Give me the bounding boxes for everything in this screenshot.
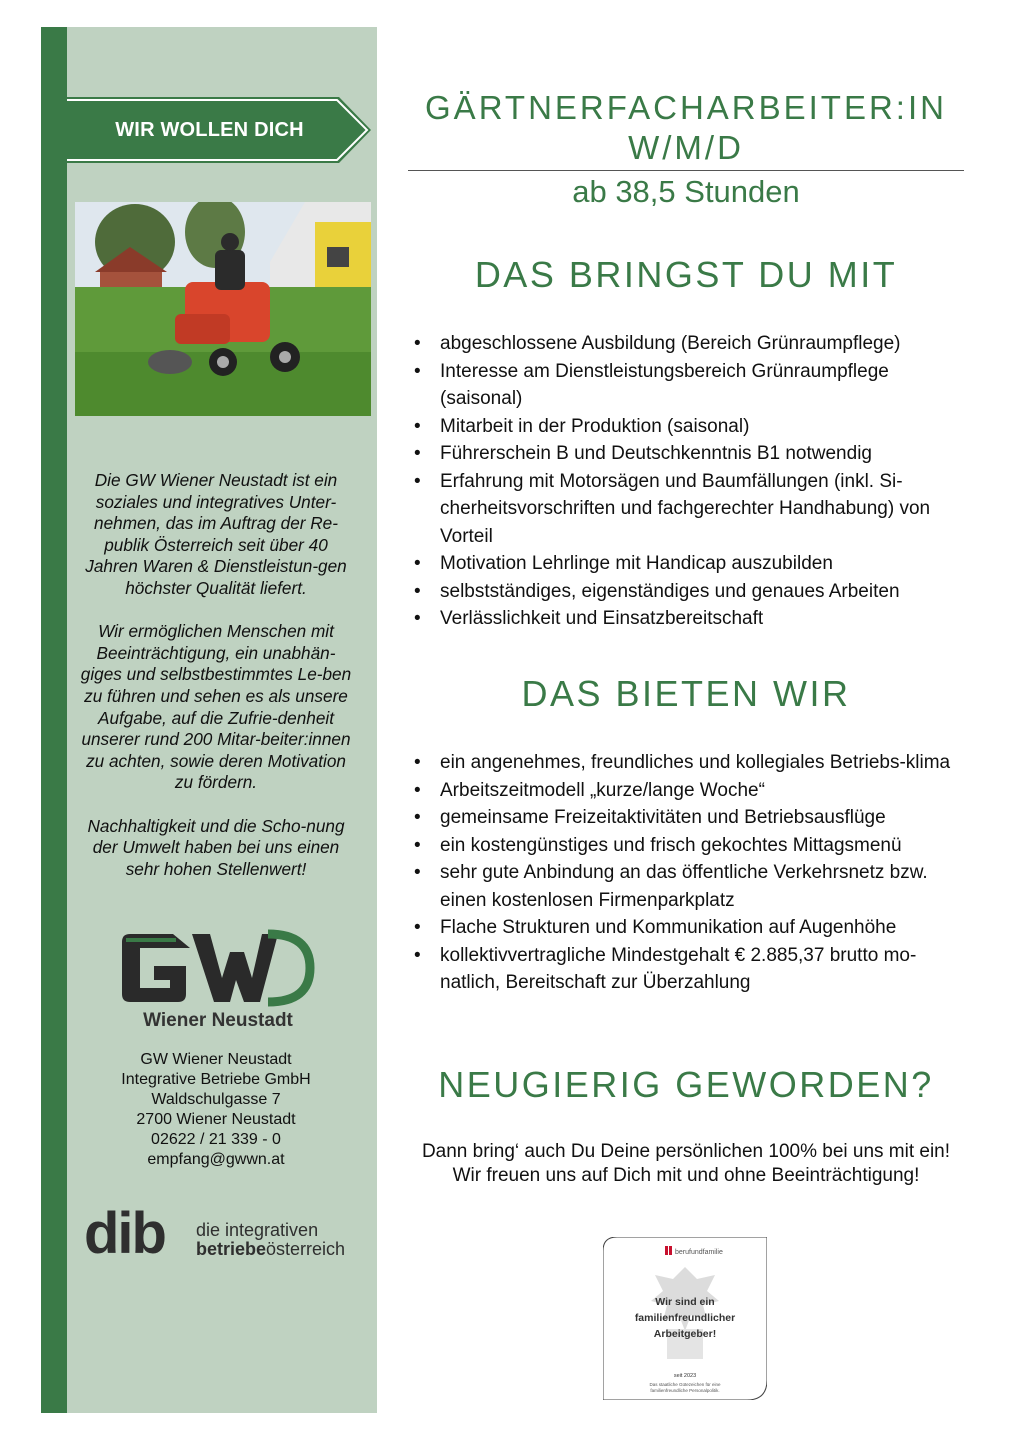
requirements-list	[408, 330, 960, 633]
section-heading-requirements: DAS BRINGST DU MIT	[474, 254, 898, 295]
job-hours: ab 38,5 Stunden	[572, 174, 800, 209]
contact-block	[90, 1050, 342, 1170]
dib-tagline-bold: betriebe	[196, 1239, 267, 1259]
list-item: • Verlässlichkeit und Einsatzbereitschaft	[408, 605, 960, 633]
list-item: • Mitarbeit in der Produktion (saisonal)	[408, 413, 960, 441]
lawn-mower-photo	[75, 202, 371, 416]
gw-logo-caption: Wiener Neustadt	[143, 1010, 293, 1031]
family-friendly-seal	[603, 1237, 767, 1400]
contact-phone[interactable]: 02622 / 21 339 - 0	[151, 1131, 281, 1148]
contact-company: GW Wiener Neustadt	[140, 1051, 292, 1068]
section-heading-benefits: DAS BIETEN WIR	[521, 673, 851, 714]
dib-logo	[84, 1201, 364, 1266]
list-item: • Führerschein B und Deutschkenntnis B1 notwendig	[408, 440, 960, 468]
list-item: • Interesse am Dienstleistungsbereich Grünraumpflege (saisonal)	[408, 358, 960, 413]
call-to-action	[408, 1140, 964, 1188]
section-heading-contact: NEUGIERIG GEWORDEN?	[438, 1064, 934, 1105]
list-item: • selbstständiges, eigenständiges und genaues Arbeiten	[408, 578, 960, 606]
list-item: • Flache Strukturen und Kommunikation auf Augenhöhe	[408, 914, 960, 942]
contact-street: Waldschulgasse 7	[151, 1091, 281, 1108]
list-item: • ein kostengünstiges und frisch gekochtes Mittagsmenü	[408, 832, 960, 860]
dib-tagline-rest: österreich	[266, 1239, 346, 1259]
title-divider	[408, 170, 964, 171]
about-paragraph: Nachhaltigkeit und die Scho-nung der Umwelt haben bei uns einen sehr hohen Stellenwert!	[87, 815, 345, 879]
sidebar-stripe	[41, 27, 67, 1413]
cta-line1: Dann bring‘ auch Du Deine persönlichen 100% bei uns mit ein!	[421, 1141, 951, 1162]
about-paragraph: Die GW Wiener Neustadt ist ein soziales und integratives Unter-nehmen, das im Auftrag der Re-publik Österreich seit über 40 Jahren Waren & Dienstleistun-gen höchster Qualität liefert.	[85, 470, 347, 598]
contact-email[interactable]: empfang@gwwn.at	[147, 1151, 285, 1168]
about-paragraph: Wir ermöglichen Menschen mit Beeinträchtigung, ein unabhän-giges und selbstbestimmtes Le-ben zu führen und sehen es als unsere Aufgabe, auf die Zufrie-denheit unserer rund 200 Mitar-beiter:innen zu achten, sowie deren Motivation zu fördern.	[80, 621, 352, 793]
list-item: • sehr gute Anbindung an das öffentliche Verkehrsnetz bzw. einen kostenlosen Firmenparkplatz	[408, 859, 960, 914]
list-item: • Arbeitszeitmodell „kurze/lange Woche“	[408, 777, 960, 805]
seal-text-line3: Arbeitgeber!	[653, 1328, 717, 1340]
list-item: • ein angenehmes, freundliches und kollegiales Betriebs-klima	[408, 749, 960, 777]
job-title-line2: W/M/D	[628, 129, 744, 166]
cta-line2: Wir freuen uns auf Dich mit und ohne Beeinträchtigung!	[452, 1165, 920, 1186]
banner	[67, 97, 371, 163]
contact-city: 2700 Wiener Neustadt	[136, 1111, 296, 1128]
list-item: • Erfahrung mit Motorsägen und Baumfällungen (inkl. Si-cherheitsvorschriften und fachgerechter Handhabung) von Vorteil	[408, 468, 960, 551]
seal-since: seit 2023	[673, 1373, 697, 1379]
dib-tagline-line1: die integrativen	[196, 1220, 319, 1240]
contact-legal-name: Integrative Betriebe GmbH	[121, 1071, 311, 1088]
job-title	[408, 88, 964, 168]
seal-note-line1: Das staatliche Gütezeichen für eine	[649, 1382, 721, 1387]
list-item: • abgeschlossene Ausbildung (Bereich Grünraumpflege)	[408, 330, 960, 358]
job-title-line1: GÄRTNERFACHARBEITER:IN	[425, 89, 947, 126]
benefits-list	[408, 749, 960, 997]
seal-text-line1: Wir sind ein	[655, 1296, 715, 1308]
seal-brand: berufundfamilie	[675, 1249, 723, 1256]
list-item: • kollektivvertragliche Mindestgehalt € 2.885,37 brutto mo-natlich, Bereitschaft zur Überzahlung	[408, 942, 960, 997]
banner-title: WIR WOLLEN DICH	[115, 119, 304, 141]
seal-note-line2: familienfreundliche Personalpolitik.	[650, 1388, 720, 1393]
dib-tagline	[196, 1221, 345, 1259]
company-description	[78, 470, 354, 902]
dib-letters: dib	[84, 1201, 165, 1266]
list-item: • gemeinsame Freizeitaktivitäten und Betriebsausflüge	[408, 804, 960, 832]
list-item: • Motivation Lehrlinge mit Handicap auszubilden	[408, 550, 960, 578]
seal-text-line2: familienfreundlicher	[634, 1312, 736, 1324]
